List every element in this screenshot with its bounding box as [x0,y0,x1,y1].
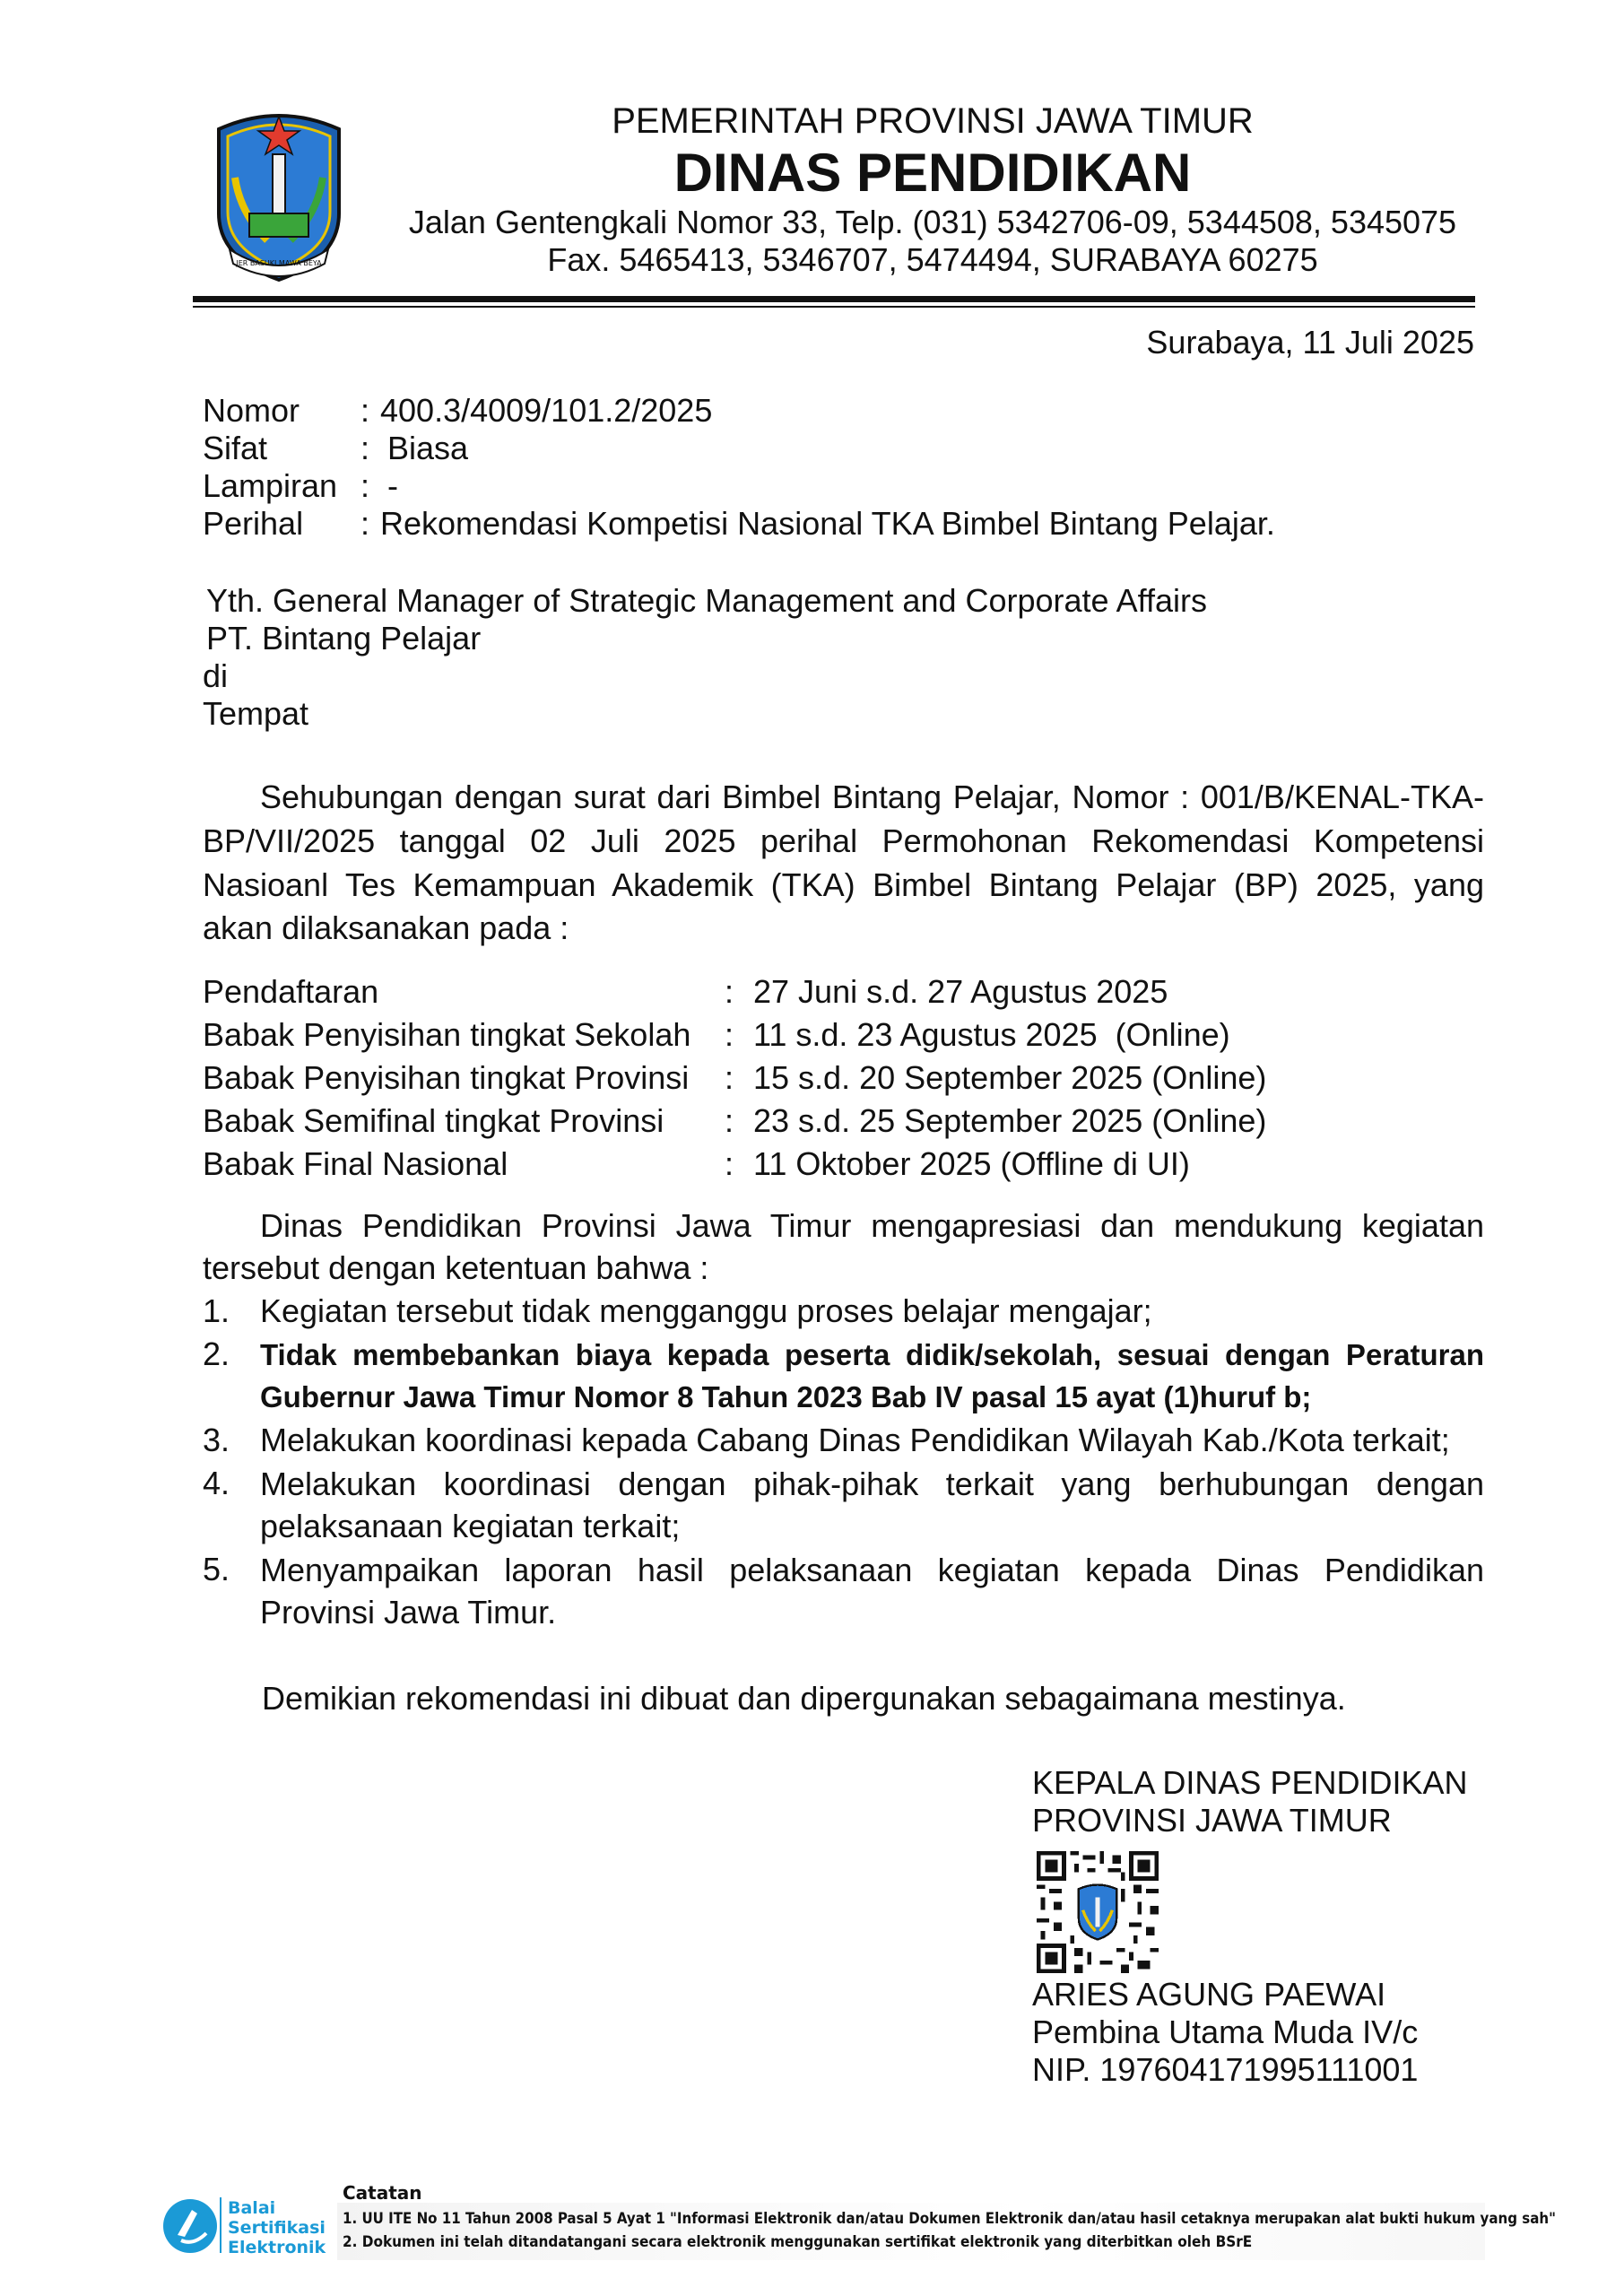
meta-colon: : [360,505,370,542]
signer-rank: Pembina Utama Muda IV/c [1032,2013,1419,2050]
meta-colon: : [360,392,370,429]
list-item: Provinsi Jawa Timur. [260,1594,557,1631]
meta-colon: : [360,467,370,504]
list-number: 4. [203,1465,230,1501]
signature-title: KEPALA DINAS PENDIDIKAN [1032,1764,1468,1801]
letterhead-divider-thick [193,296,1475,302]
footer-note-title: Catatan [343,2182,422,2204]
meta-value-nomor: 400.3/4009/101.2/2025 [380,392,713,429]
list-item: Kegiatan tersebut tidak mengganggu proses belajar mengajar; [260,1292,1152,1329]
schedule-value: 15 s.d. 20 September 2025 (Online) [753,1059,1267,1096]
schedule-label: Babak Penyisihan tingkat Sekolah [203,1016,691,1053]
office-fax: Fax. 5465413, 5346707, 5474494, SURABAYA 60275 [547,241,1318,278]
schedule-colon: : [725,1016,734,1053]
signer-name: ARIES AGUNG PAEWAI [1032,1976,1386,2013]
schedule-label: Babak Final Nasional [203,1145,508,1182]
schedule-value: 11 s.d. 23 Agustus 2025 (Online) [753,1016,1230,1053]
list-item: pelaksanaan kegiatan terkait; [260,1508,681,1544]
east-java-coat-of-arms-icon [213,106,344,282]
recipient-line: Tempat [203,695,309,732]
schedule-value: 23 s.d. 25 September 2025 (Online) [753,1102,1267,1139]
footer-note-line: 1. UU ITE No 11 Tahun 2008 Pasal 5 Ayat 1 "Informasi Elektronik dan/atau Dokumen Elektronik dan/atau hasil cetaknya merupakan alat bukti hukum yang sah" [343,2210,1557,2228]
list-number: 2. [203,1335,230,1372]
list-item-bold: Tidak membebankan biaya kepada peserta didik/sekolah, sesuai dengan Peraturan [260,1338,1484,1371]
support-line: tersebut dengan ketentuan bahwa : [203,1249,709,1286]
department-name: DINAS PENDIDIKAN [673,143,1192,203]
intro-line: akan dilaksanakan pada : [203,909,569,946]
schedule-colon: : [725,973,734,1010]
signer-nip: NIP. 197604171995111001 [1032,2051,1419,2088]
list-number: 5. [203,1551,230,1587]
schedule-label: Babak Penyisihan tingkat Provinsi [203,1059,690,1096]
list-number: 3. [203,1422,230,1458]
schedule-value: 11 Oktober 2025 (Offline di UI) [753,1145,1190,1182]
bsre-logo-text: Elektronik [228,2238,326,2257]
meta-value-lampiran: - [387,467,398,504]
government-name: PEMERINTAH PROVINSI JAWA TIMUR [612,101,1254,141]
letterhead-divider-thin [193,306,1475,308]
intro-line: Nasioanl Tes Kemampuan Akademik (TKA) Bimbel Bintang Pelajar (BP) 2025, yang [203,866,1484,903]
schedule-label: Babak Semifinal tingkat Provinsi [203,1102,664,1139]
list-item: Menyampaikan laporan hasil pelaksanaan kegiatan kepada Dinas Pendidikan [260,1552,1484,1588]
bsre-logo-icon [158,2190,343,2258]
intro-line: BP/VII/2025 tanggal 02 Juli 2025 perihal Permohonan Rekomendasi Kompetensi [203,822,1484,859]
meta-label-lampiran: Lampiran [203,467,338,504]
signature-title: PROVINSI JAWA TIMUR [1032,1802,1392,1839]
meta-label-nomor: Nomor [203,392,300,429]
logo-ribbon-text: JER BASUKI MAWA BEYA [236,259,322,267]
support-line: Dinas Pendidikan Provinsi Jawa Timur mengapresiasi dan mendukung kegiatan [260,1207,1484,1244]
list-item: Melakukan koordinasi dengan pihak-pihak terkait yang berhubungan dengan [260,1465,1484,1502]
schedule-value: 27 Juni s.d. 27 Agustus 2025 [753,973,1168,1010]
list-item-bold: Gubernur Jawa Timur Nomor 8 Tahun 2023 Bab IV pasal 15 ayat (1)huruf b; [260,1380,1312,1413]
letter-date: Surabaya, 11 Juli 2025 [1146,324,1474,361]
meta-colon: : [360,430,370,466]
recipient-line: Yth. General Manager of Strategic Management and Corporate Affairs [206,582,1207,619]
qr-code-signature-icon [1037,1851,1159,1973]
list-number: 1. [203,1292,230,1329]
list-item: Melakukan koordinasi kepada Cabang Dinas Pendidikan Wilayah Kab./Kota terkait; [260,1422,1450,1458]
recipient-line: PT. Bintang Pelajar [206,620,482,657]
schedule-label: Pendaftaran [203,973,379,1010]
office-address: Jalan Gentengkali Nomor 33, Telp. (031) 5342706-09, 5344508, 5345075 [408,204,1457,240]
recipient-line: di [203,657,229,694]
intro-line: Sehubungan dengan surat dari Bimbel Bintang Pelajar, Nomor : 001/B/KENAL-TKA- [260,778,1484,815]
meta-value-sifat: Biasa [387,430,469,466]
schedule-colon: : [725,1145,734,1182]
footer-note-line: 2. Dokumen ini telah ditandatangani secara elektronik menggunakan sertifikat elektronik yang diterbitkan oleh BSrE [343,2233,1253,2251]
schedule-colon: : [725,1102,734,1139]
meta-value-perihal: Rekomendasi Kompetisi Nasional TKA Bimbel Bintang Pelajar. [380,505,1275,542]
schedule-colon: : [725,1059,734,1096]
meta-label-sifat: Sifat [203,430,268,466]
closing-line: Demikian rekomendasi ini dibuat dan dipergunakan sebagaimana mestinya. [262,1680,1346,1717]
bsre-logo-text: Balai [228,2198,276,2218]
bsre-logo-text: Sertifikasi [228,2218,326,2238]
meta-label-perihal: Perihal [203,505,304,542]
